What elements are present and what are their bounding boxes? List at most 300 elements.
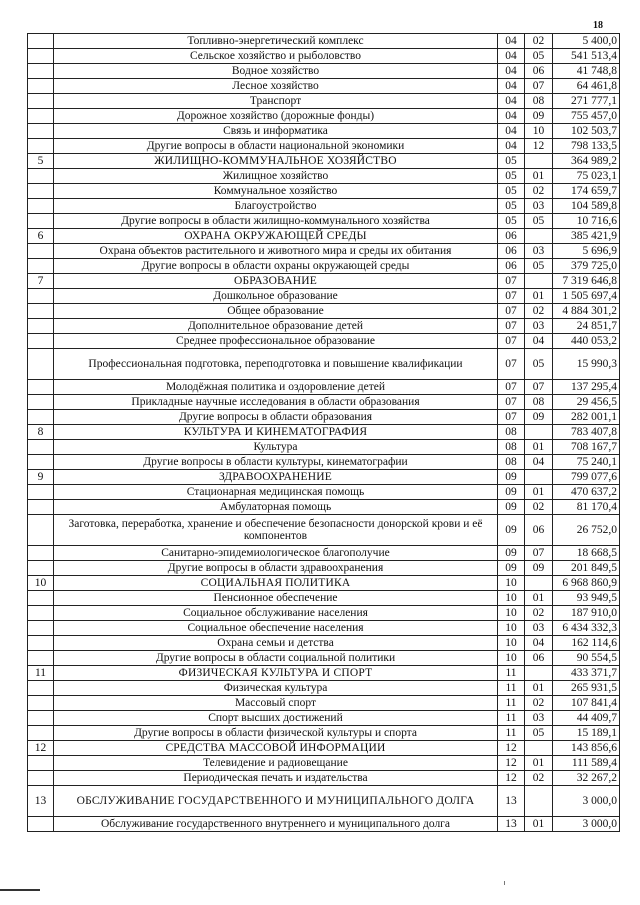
amount-cell: 799 077,6 <box>553 470 620 485</box>
row-name-cell: Пенсионное обеспечение <box>54 591 498 606</box>
row-number-cell <box>28 591 54 606</box>
row-number-cell <box>28 817 54 832</box>
subsection-code-cell <box>525 576 553 591</box>
subsection-row <box>28 334 620 349</box>
section-row <box>28 470 620 485</box>
row-name-cell: Транспорт <box>54 94 498 109</box>
subsection-row <box>28 440 620 455</box>
subsection-row <box>28 651 620 666</box>
amount-cell: 379 725,0 <box>553 259 620 274</box>
row-number-cell <box>28 304 54 319</box>
section-code-cell: 11 <box>498 726 525 741</box>
subsection-code-cell: 09 <box>525 109 553 124</box>
subsection-row <box>28 455 620 470</box>
subsection-code-cell: 09 <box>525 410 553 425</box>
subsection-row <box>28 124 620 139</box>
subsection-code-cell: 02 <box>525 606 553 621</box>
subsection-code-cell <box>525 470 553 485</box>
row-number-cell <box>28 696 54 711</box>
row-name-cell: Санитарно-эпидемиологическое благополучие <box>54 546 498 561</box>
section-code-cell: 09 <box>498 470 525 485</box>
row-number-cell <box>28 606 54 621</box>
row-name-cell: ЗДРАВООХРАНЕНИЕ <box>54 470 498 485</box>
subsection-code-cell: 10 <box>525 124 553 139</box>
subsection-code-cell: 01 <box>525 817 553 832</box>
subsection-code-cell: 02 <box>525 771 553 786</box>
subsection-row <box>28 621 620 636</box>
subsection-code-cell <box>525 666 553 681</box>
subsection-row <box>28 289 620 304</box>
amount-cell: 3 000,0 <box>553 817 620 832</box>
row-name-cell: Другие вопросы в области культуры, кинематографии <box>54 455 498 470</box>
amount-cell: 708 167,7 <box>553 440 620 455</box>
section-row <box>28 154 620 169</box>
section-code-cell: 06 <box>498 244 525 259</box>
subsection-row <box>28 49 620 64</box>
subsection-row <box>28 756 620 771</box>
row-number-cell <box>28 64 54 79</box>
section-code-cell: 12 <box>498 771 525 786</box>
amount-cell: 41 748,8 <box>553 64 620 79</box>
row-name-cell: Другие вопросы в области национальной экономики <box>54 139 498 154</box>
subsection-row <box>28 606 620 621</box>
row-number-cell <box>28 621 54 636</box>
row-name-cell: ЖИЛИЩНО-КОММУНАЛЬНОЕ ХОЗЯЙСТВО <box>54 154 498 169</box>
row-name-cell: Прикладные научные исследования в области образования <box>54 395 498 410</box>
row-name-cell: Другие вопросы в области жилищно-коммунального хозяйства <box>54 214 498 229</box>
row-name-cell: Стационарная медицинская помощь <box>54 485 498 500</box>
subsection-code-cell: 06 <box>525 515 553 546</box>
section-code-cell: 04 <box>498 109 525 124</box>
subsection-code-cell <box>525 741 553 756</box>
amount-cell: 104 589,8 <box>553 199 620 214</box>
amount-cell: 364 989,2 <box>553 154 620 169</box>
row-name-cell: Другие вопросы в области образования <box>54 410 498 425</box>
row-number-cell: 13 <box>28 786 54 817</box>
row-number-cell: 11 <box>28 666 54 681</box>
row-number-cell <box>28 79 54 94</box>
section-code-cell: 08 <box>498 440 525 455</box>
row-number-cell <box>28 244 54 259</box>
subsection-row <box>28 259 620 274</box>
subsection-row <box>28 244 620 259</box>
row-name-cell: Охрана объектов растительного и животного мира и среды их обитания <box>54 244 498 259</box>
subsection-code-cell: 05 <box>525 349 553 380</box>
section-row <box>28 666 620 681</box>
section-code-cell: 11 <box>498 666 525 681</box>
subsection-code-cell: 08 <box>525 94 553 109</box>
section-row <box>28 229 620 244</box>
row-number-cell <box>28 49 54 64</box>
amount-cell: 6 968 860,9 <box>553 576 620 591</box>
amount-cell: 107 841,4 <box>553 696 620 711</box>
subsection-code-cell: 03 <box>525 244 553 259</box>
row-number-cell <box>28 124 54 139</box>
section-row <box>28 274 620 289</box>
section-code-cell: 13 <box>498 817 525 832</box>
section-code-cell: 09 <box>498 546 525 561</box>
subsection-code-cell: 04 <box>525 334 553 349</box>
amount-cell: 174 659,7 <box>553 184 620 199</box>
row-number-cell <box>28 515 54 546</box>
subsection-row <box>28 636 620 651</box>
section-code-cell: 04 <box>498 124 525 139</box>
amount-cell: 64 461,8 <box>553 79 620 94</box>
subsection-code-cell: 01 <box>525 169 553 184</box>
subsection-row <box>28 319 620 334</box>
section-code-cell: 09 <box>498 500 525 515</box>
row-name-cell: Социальное обеспечение населения <box>54 621 498 636</box>
subsection-code-cell: 06 <box>525 64 553 79</box>
subsection-row <box>28 726 620 741</box>
section-code-cell: 07 <box>498 334 525 349</box>
row-name-cell: Благоустройство <box>54 199 498 214</box>
section-code-cell: 12 <box>498 756 525 771</box>
subsection-row <box>28 380 620 395</box>
row-name-cell: Массовый спорт <box>54 696 498 711</box>
section-code-cell: 09 <box>498 515 525 546</box>
row-name-cell: СРЕДСТВА МАССОВОЙ ИНФОРМАЦИИ <box>54 741 498 756</box>
row-name-cell: ОХРАНА ОКРУЖАЮЩЕЙ СРЕДЫ <box>54 229 498 244</box>
row-name-cell: Другие вопросы в области здравоохранения <box>54 561 498 576</box>
row-name-cell: Охрана семьи и детства <box>54 636 498 651</box>
row-number-cell <box>28 440 54 455</box>
row-number-cell: 7 <box>28 274 54 289</box>
subsection-code-cell <box>525 154 553 169</box>
row-number-cell <box>28 34 54 49</box>
amount-cell: 18 668,5 <box>553 546 620 561</box>
row-number-cell <box>28 756 54 771</box>
amount-cell: 10 716,6 <box>553 214 620 229</box>
subsection-row <box>28 214 620 229</box>
amount-cell: 15 990,3 <box>553 349 620 380</box>
row-number-cell <box>28 500 54 515</box>
subsection-row <box>28 109 620 124</box>
section-code-cell: 06 <box>498 229 525 244</box>
amount-cell: 385 421,9 <box>553 229 620 244</box>
row-number-cell <box>28 561 54 576</box>
section-row <box>28 786 620 817</box>
section-row <box>28 576 620 591</box>
subsection-code-cell: 07 <box>525 380 553 395</box>
row-number-cell <box>28 485 54 500</box>
subsection-code-cell: 02 <box>525 696 553 711</box>
subsection-code-cell <box>525 274 553 289</box>
subsection-code-cell: 02 <box>525 304 553 319</box>
section-code-cell: 10 <box>498 651 525 666</box>
subsection-code-cell: 03 <box>525 319 553 334</box>
subsection-code-cell: 12 <box>525 139 553 154</box>
row-name-cell: ФИЗИЧЕСКАЯ КУЛЬТУРА И СПОРТ <box>54 666 498 681</box>
row-number-cell <box>28 410 54 425</box>
section-code-cell: 09 <box>498 485 525 500</box>
subsection-code-cell: 02 <box>525 500 553 515</box>
subsection-code-cell: 05 <box>525 49 553 64</box>
subsection-row <box>28 64 620 79</box>
row-number-cell <box>28 109 54 124</box>
row-number-cell <box>28 651 54 666</box>
scan-artifact-line <box>0 889 40 891</box>
row-name-cell: ОБСЛУЖИВАНИЕ ГОСУДАРСТВЕННОГО И МУНИЦИПАЛЬНОГО ДОЛГА <box>54 786 498 817</box>
amount-cell: 1 505 697,4 <box>553 289 620 304</box>
row-name-cell: Культура <box>54 440 498 455</box>
subsection-code-cell: 03 <box>525 621 553 636</box>
amount-cell: 470 637,2 <box>553 485 620 500</box>
row-number-cell: 6 <box>28 229 54 244</box>
subsection-row <box>28 561 620 576</box>
row-number-cell <box>28 349 54 380</box>
subsection-row <box>28 94 620 109</box>
section-code-cell: 07 <box>498 380 525 395</box>
row-number-cell <box>28 636 54 651</box>
row-name-cell: Другие вопросы в области физической культуры и спорта <box>54 726 498 741</box>
amount-cell: 26 752,0 <box>553 515 620 546</box>
amount-cell: 271 777,1 <box>553 94 620 109</box>
subsection-code-cell <box>525 229 553 244</box>
row-name-cell: Другие вопросы в области охраны окружающей среды <box>54 259 498 274</box>
subsection-row <box>28 139 620 154</box>
budget-table-body <box>28 34 620 832</box>
subsection-row <box>28 199 620 214</box>
row-number-cell <box>28 199 54 214</box>
row-number-cell <box>28 334 54 349</box>
subsection-row <box>28 515 620 546</box>
subsection-code-cell: 07 <box>525 79 553 94</box>
subsection-row <box>28 485 620 500</box>
subsection-row <box>28 771 620 786</box>
amount-cell: 75 023,1 <box>553 169 620 184</box>
amount-cell: 15 189,1 <box>553 726 620 741</box>
row-name-cell: Заготовка, переработка, хранение и обеспечение безопасности донорской крови и её компонентов <box>54 515 498 546</box>
section-code-cell: 04 <box>498 64 525 79</box>
section-code-cell: 11 <box>498 711 525 726</box>
section-code-cell: 11 <box>498 696 525 711</box>
row-name-cell: Амбулаторная помощь <box>54 500 498 515</box>
amount-cell: 24 851,7 <box>553 319 620 334</box>
row-name-cell: Другие вопросы в области социальной политики <box>54 651 498 666</box>
row-name-cell: Телевидение и радиовещание <box>54 756 498 771</box>
subsection-row <box>28 711 620 726</box>
row-number-cell <box>28 455 54 470</box>
subsection-code-cell <box>525 786 553 817</box>
subsection-code-cell: 07 <box>525 546 553 561</box>
row-number-cell: 9 <box>28 470 54 485</box>
subsection-code-cell: 02 <box>525 184 553 199</box>
row-number-cell <box>28 214 54 229</box>
section-code-cell: 06 <box>498 259 525 274</box>
subsection-row <box>28 681 620 696</box>
row-name-cell: Дошкольное образование <box>54 289 498 304</box>
subsection-code-cell: 09 <box>525 561 553 576</box>
subsection-code-cell <box>525 425 553 440</box>
subsection-row <box>28 500 620 515</box>
section-code-cell: 04 <box>498 49 525 64</box>
section-code-cell: 04 <box>498 94 525 109</box>
subsection-row <box>28 304 620 319</box>
subsection-row <box>28 696 620 711</box>
row-name-cell: Лесное хозяйство <box>54 79 498 94</box>
row-number-cell: 10 <box>28 576 54 591</box>
amount-cell: 541 513,4 <box>553 49 620 64</box>
amount-cell: 162 114,6 <box>553 636 620 651</box>
subsection-code-cell: 08 <box>525 395 553 410</box>
row-number-cell <box>28 726 54 741</box>
section-code-cell: 07 <box>498 289 525 304</box>
section-code-cell: 07 <box>498 304 525 319</box>
row-name-cell: Коммунальное хозяйство <box>54 184 498 199</box>
budget-table <box>27 33 620 832</box>
row-name-cell: Общее образование <box>54 304 498 319</box>
amount-cell: 7 319 646,8 <box>553 274 620 289</box>
row-number-cell <box>28 259 54 274</box>
subsection-row <box>28 546 620 561</box>
subsection-row <box>28 34 620 49</box>
section-code-cell: 07 <box>498 395 525 410</box>
section-code-cell: 07 <box>498 319 525 334</box>
subsection-row <box>28 817 620 832</box>
amount-cell: 90 554,5 <box>553 651 620 666</box>
section-row <box>28 425 620 440</box>
section-code-cell: 10 <box>498 621 525 636</box>
amount-cell: 75 240,1 <box>553 455 620 470</box>
row-number-cell <box>28 169 54 184</box>
row-name-cell: Периодическая печать и издательства <box>54 771 498 786</box>
subsection-row <box>28 591 620 606</box>
amount-cell: 29 456,5 <box>553 395 620 410</box>
row-number-cell: 12 <box>28 741 54 756</box>
section-code-cell: 10 <box>498 591 525 606</box>
section-code-cell: 08 <box>498 455 525 470</box>
row-number-cell <box>28 546 54 561</box>
row-name-cell: Связь и информатика <box>54 124 498 139</box>
amount-cell: 3 000,0 <box>553 786 620 817</box>
row-number-cell <box>28 771 54 786</box>
section-code-cell: 05 <box>498 154 525 169</box>
section-code-cell: 07 <box>498 274 525 289</box>
amount-cell: 783 407,8 <box>553 425 620 440</box>
row-name-cell: ОБРАЗОВАНИЕ <box>54 274 498 289</box>
row-name-cell: Профессиональная подготовка, переподготовка и повышение квалификации <box>54 349 498 380</box>
row-name-cell: Дополнительное образование детей <box>54 319 498 334</box>
amount-cell: 44 409,7 <box>553 711 620 726</box>
amount-cell: 4 884 301,2 <box>553 304 620 319</box>
subsection-code-cell: 05 <box>525 259 553 274</box>
section-code-cell: 04 <box>498 79 525 94</box>
row-name-cell: Сельское хозяйство и рыболовство <box>54 49 498 64</box>
subsection-row <box>28 184 620 199</box>
subsection-code-cell: 02 <box>525 34 553 49</box>
amount-cell: 6 434 332,3 <box>553 621 620 636</box>
section-code-cell: 09 <box>498 561 525 576</box>
section-code-cell: 07 <box>498 410 525 425</box>
subsection-code-cell: 04 <box>525 455 553 470</box>
row-number-cell <box>28 395 54 410</box>
row-name-cell: Водное хозяйство <box>54 64 498 79</box>
row-name-cell: СОЦИАЛЬНАЯ ПОЛИТИКА <box>54 576 498 591</box>
subsection-code-cell: 03 <box>525 711 553 726</box>
row-number-cell <box>28 289 54 304</box>
amount-cell: 32 267,2 <box>553 771 620 786</box>
row-name-cell: Социальное обслуживание населения <box>54 606 498 621</box>
row-number-cell <box>28 184 54 199</box>
section-row <box>28 741 620 756</box>
row-name-cell: Дорожное хозяйство (дорожные фонды) <box>54 109 498 124</box>
amount-cell: 143 856,6 <box>553 741 620 756</box>
section-code-cell: 05 <box>498 199 525 214</box>
row-number-cell <box>28 711 54 726</box>
subsection-code-cell: 05 <box>525 214 553 229</box>
section-code-cell: 04 <box>498 139 525 154</box>
subsection-code-cell: 04 <box>525 636 553 651</box>
row-number-cell <box>28 380 54 395</box>
section-code-cell: 13 <box>498 786 525 817</box>
row-number-cell <box>28 139 54 154</box>
amount-cell: 81 170,4 <box>553 500 620 515</box>
subsection-code-cell: 05 <box>525 726 553 741</box>
row-name-cell: Физическая культура <box>54 681 498 696</box>
row-name-cell: Обслуживание государственного внутреннего и муниципального долга <box>54 817 498 832</box>
row-name-cell: Топливно-энергетический комплекс <box>54 34 498 49</box>
row-number-cell <box>28 94 54 109</box>
page-number: 18 <box>593 20 603 31</box>
subsection-code-cell: 01 <box>525 681 553 696</box>
amount-cell: 201 849,5 <box>553 561 620 576</box>
subsection-row <box>28 395 620 410</box>
amount-cell: 5 696,9 <box>553 244 620 259</box>
section-code-cell: 05 <box>498 214 525 229</box>
section-code-cell: 11 <box>498 681 525 696</box>
subsection-row <box>28 79 620 94</box>
amount-cell: 111 589,4 <box>553 756 620 771</box>
subsection-row <box>28 410 620 425</box>
amount-cell: 137 295,4 <box>553 380 620 395</box>
section-code-cell: 04 <box>498 34 525 49</box>
amount-cell: 433 371,7 <box>553 666 620 681</box>
row-name-cell: Среднее профессиональное образование <box>54 334 498 349</box>
amount-cell: 5 400,0 <box>553 34 620 49</box>
amount-cell: 798 133,5 <box>553 139 620 154</box>
row-number-cell <box>28 681 54 696</box>
section-code-cell: 07 <box>498 349 525 380</box>
row-number-cell: 5 <box>28 154 54 169</box>
section-code-cell: 05 <box>498 184 525 199</box>
section-code-cell: 12 <box>498 741 525 756</box>
row-name-cell: Жилищное хозяйство <box>54 169 498 184</box>
section-code-cell: 10 <box>498 606 525 621</box>
section-code-cell: 05 <box>498 169 525 184</box>
amount-cell: 265 931,5 <box>553 681 620 696</box>
amount-cell: 187 910,0 <box>553 606 620 621</box>
subsection-code-cell: 01 <box>525 485 553 500</box>
subsection-code-cell: 06 <box>525 651 553 666</box>
row-name-cell: Молодёжная политика и оздоровление детей <box>54 380 498 395</box>
subsection-code-cell: 01 <box>525 756 553 771</box>
subsection-code-cell: 01 <box>525 440 553 455</box>
row-name-cell: КУЛЬТУРА И КИНЕМАТОГРАФИЯ <box>54 425 498 440</box>
subsection-code-cell: 01 <box>525 591 553 606</box>
subsection-code-cell: 01 <box>525 289 553 304</box>
section-code-cell: 10 <box>498 636 525 651</box>
amount-cell: 755 457,0 <box>553 109 620 124</box>
row-name-cell: Спорт высших достижений <box>54 711 498 726</box>
subsection-code-cell: 03 <box>525 199 553 214</box>
amount-cell: 282 001,1 <box>553 410 620 425</box>
subsection-row <box>28 169 620 184</box>
amount-cell: 440 053,2 <box>553 334 620 349</box>
scan-artifact-mark <box>504 881 505 885</box>
row-number-cell: 8 <box>28 425 54 440</box>
amount-cell: 93 949,5 <box>553 591 620 606</box>
